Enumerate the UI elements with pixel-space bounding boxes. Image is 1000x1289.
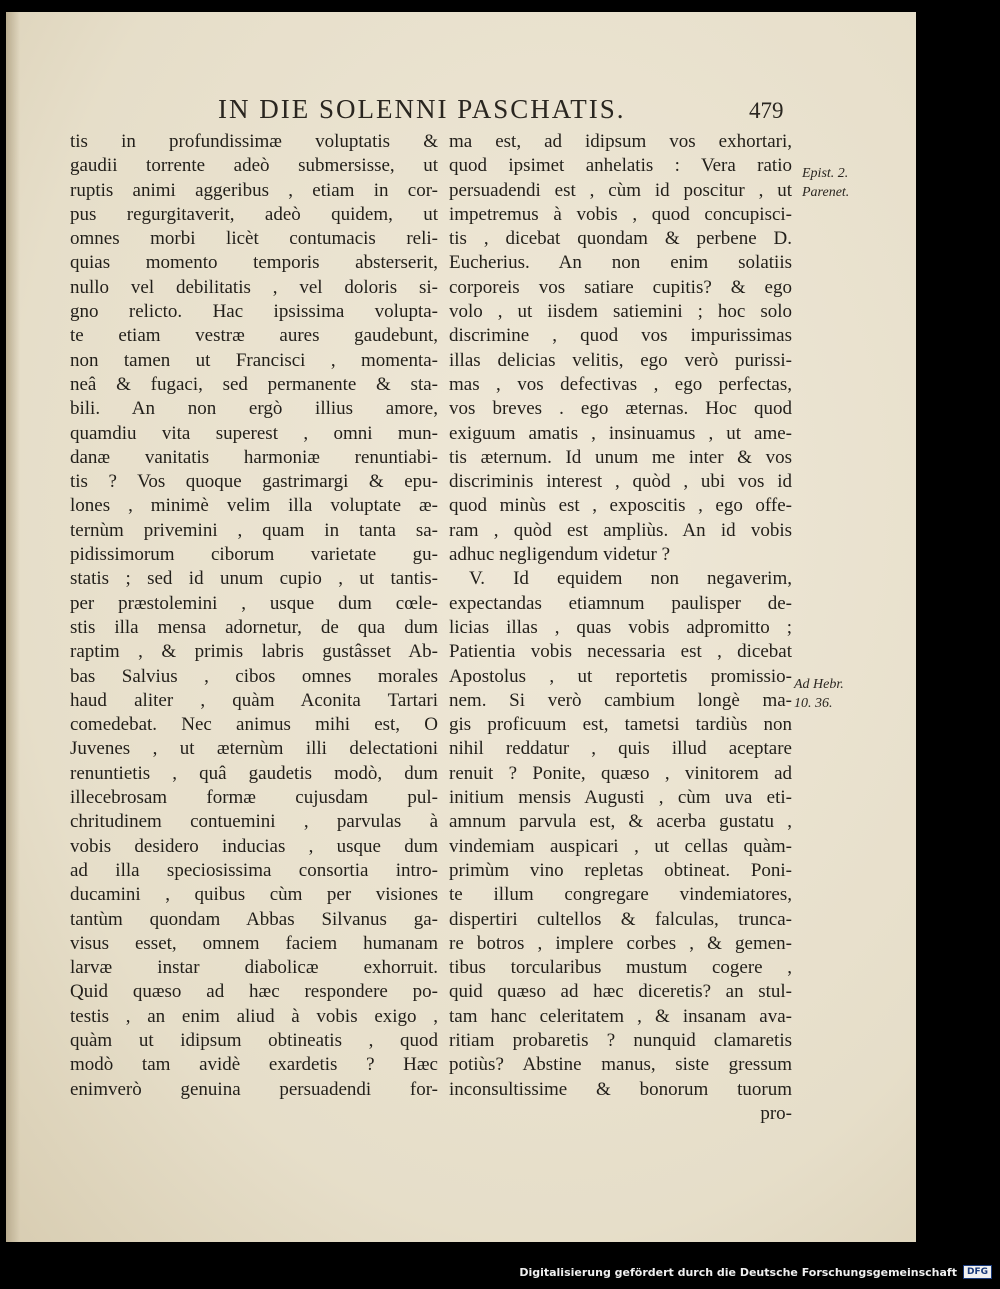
- text-line: quod minùs est , exposcitis , ego offe-: [449, 495, 792, 517]
- text-line: pro-: [760, 1102, 792, 1124]
- text-line: lones , minimè velim illa voluptate æ-: [70, 495, 438, 517]
- footer-credit: Digitalisierung gefördert durch die Deutsche Forschungsgemeinschaft: [519, 1265, 957, 1279]
- text-line: tantùm quondam Abbas Silvanus ga-: [70, 908, 438, 930]
- text-line: renuit ? Ponite, quæso , vinitorem ad: [449, 762, 792, 784]
- text-line: Eucherius. An non enim solatiis: [449, 252, 792, 274]
- text-line: discriminis interest , quòd , ubi vos id: [449, 471, 792, 493]
- text-line: tam hanc celeritatem , & insanam ava-: [449, 1005, 792, 1027]
- text-line: initium mensis Augusti , cùm uva eti-: [449, 787, 792, 809]
- text-line: non tamen ut Francisci , momenta-: [70, 349, 438, 371]
- text-line: Patientia vobis necessaria est , dicebat: [449, 641, 792, 663]
- text-line: tis , dicebat quondam & perbene D.: [449, 228, 792, 250]
- margin-note-epist: [802, 164, 849, 202]
- text-line: exiguum amatis , insinuamus , ut ame-: [449, 422, 792, 444]
- text-line: gno relicto. Hac ipsissima volupta-: [70, 301, 438, 323]
- text-line: persuadendi est , cùm id poscitur , ut: [449, 179, 792, 201]
- text-line: ruptis animi aggeribus , etiam in cor-: [70, 179, 438, 201]
- text-line: amnum parvula est, & acerba gustatu ,: [449, 811, 792, 833]
- text-line: discrimine , quod vos impurissimas: [449, 325, 792, 347]
- right-text-column: [449, 130, 792, 1126]
- text-line: per præstolemini , usque dum cœle-: [70, 592, 438, 614]
- left-text-column: [70, 130, 438, 1102]
- text-line: illecebrosam formæ cujusdam pul-: [70, 787, 438, 809]
- text-line: quamdiu vita superest , omni mun-: [70, 422, 438, 444]
- margin-note-line: Epist. 2.: [802, 166, 849, 181]
- text-line: corporeis vos satiare cupitis? & ego: [449, 276, 792, 298]
- text-line: visus esset, omnem faciem humanam: [70, 932, 438, 954]
- text-line: te etiam vestræ aures gaudebunt,: [70, 325, 438, 347]
- margin-note-line: Parenet.: [802, 185, 850, 200]
- text-line: illas delicias velitis, ego verò purissi-: [449, 349, 792, 371]
- margin-note-hebr: [794, 675, 844, 713]
- text-line: re botros , implere corbes , & gemen-: [449, 932, 792, 954]
- text-line: raptim , & primis labris gustâsset Ab-: [70, 641, 438, 663]
- dfg-logo: DFG: [963, 1265, 992, 1279]
- text-line: vindemiam auspicari , ut cellas quàm-: [449, 835, 792, 857]
- text-line: quias momento temporis absterserit,: [70, 252, 438, 274]
- text-line: chritudinem contuemini , parvulas à: [70, 811, 438, 833]
- page-binding-shadow: [6, 12, 20, 1242]
- text-line: statis ; sed id unum cupio , ut tantis-: [70, 568, 438, 590]
- text-line: ma est, ad idipsum vos exhortari,: [449, 131, 792, 152]
- text-line: nem. Si verò cambium longè ma-: [449, 689, 792, 711]
- text-line: ritiam probaretis ? nunquid clamaretis: [449, 1029, 792, 1051]
- margin-note-line: 10. 36.: [794, 696, 833, 711]
- text-line: larvæ instar diabolicæ exhorruit.: [70, 957, 438, 979]
- text-line: nullo vel debilitatis , vel doloris si-: [70, 276, 438, 298]
- text-line: renuntietis , quâ gaudetis modò, dum: [70, 762, 438, 784]
- text-line: pus regurgitaverit, adeò quidem, ut: [70, 203, 438, 225]
- page-number: 479: [749, 98, 784, 123]
- text-line: ad illa speciosissima consortia intro-: [70, 859, 438, 881]
- text-line: expectandas etiamnum paulisper de-: [449, 592, 792, 614]
- text-line: ducamini , quibus cùm per visiones: [70, 884, 438, 906]
- text-line: quid quæso ad hæc diceretis? an stul-: [449, 981, 792, 1003]
- text-line: mas , vos defectivas , ego perfectas,: [449, 373, 792, 395]
- text-line: vobis desidero inducias , usque dum: [70, 835, 438, 857]
- text-line: bili. An non ergò illius amore,: [70, 398, 438, 420]
- text-line: comedebat. Nec animus mihi est, O: [70, 714, 438, 736]
- text-line: tis ? Vos quoque gastrimargi & epu-: [70, 471, 438, 493]
- margin-note-line: Ad Hebr.: [794, 677, 844, 692]
- text-line: tis in profundissimæ voluptatis &: [70, 131, 438, 152]
- text-line: licias illas , quas vobis adpromitto ;: [449, 616, 792, 638]
- text-line: gis proficuum est, tametsi tardiùs non: [449, 714, 792, 736]
- text-line: V. Id equidem non negaverim,: [469, 568, 792, 590]
- text-line: nihil reddatur , quis illud aceptare: [449, 738, 792, 760]
- text-line: gaudii torrente adeò submersisse, ut: [70, 155, 438, 177]
- text-line: testis , an enim aliud à vobis exigo ,: [70, 1005, 438, 1027]
- text-line: stis illa mensa adornetur, de qua dum: [70, 616, 438, 638]
- text-line: adhuc negligendum videtur ?: [449, 544, 671, 566]
- text-line: tibus torcularibus mustum cogere ,: [449, 957, 792, 979]
- text-line: volo , ut iisdem satiemini ; hoc solo: [449, 301, 792, 323]
- text-line: potiùs? Abstine manus, siste gressum: [449, 1054, 792, 1076]
- text-line: danæ vanitatis harmoniæ renuntiabi-: [70, 446, 438, 468]
- text-line: te illum congregare vindemiatores,: [449, 884, 792, 906]
- text-line: dispertiri cultellos & falculas, trunca-: [449, 908, 792, 930]
- running-head: IN DIE SOLENNI PASCHATIS.: [218, 94, 626, 124]
- text-line: bas Salvius , cibos omnes morales: [70, 665, 438, 687]
- text-line: impetremus à vobis , quod concupisci-: [449, 203, 792, 225]
- text-line: haud aliter , quàm Aconita Tartari: [70, 689, 438, 711]
- text-line: Juvenes , ut æternùm illi delectationi: [70, 738, 438, 760]
- text-line: inconsultissime & bonorum tuorum: [449, 1078, 792, 1100]
- digitization-footer: [519, 1265, 992, 1279]
- text-line: pidissimorum ciborum varietate gu-: [70, 544, 438, 566]
- text-line: ternùm privemini , quam in tanta sa-: [70, 519, 438, 541]
- text-line: primùm vino repletas obtineat. Poni-: [449, 859, 792, 881]
- book-page: [6, 12, 916, 1242]
- text-line: tis æternum. Id unum me inter & vos: [449, 446, 792, 468]
- text-line: quod ipsimet anhelatis : Vera ratio: [449, 155, 792, 177]
- text-line: modò tam avidè exardetis ? Hæc: [70, 1054, 438, 1076]
- text-line: enimverò genuina persuadendi for-: [70, 1078, 438, 1100]
- text-line: Apostolus , ut reportetis promissio-: [449, 665, 792, 687]
- text-line: Quid quæso ad hæc respondere po-: [70, 981, 438, 1003]
- text-line: omnes morbi licèt contumacis reli-: [70, 228, 438, 250]
- text-line: vos breves . ego æternas. Hoc quod: [449, 398, 792, 420]
- text-line: quàm ut idipsum obtineatis , quod: [70, 1029, 438, 1051]
- text-line: ram , quòd est ampliùs. An id vobis: [449, 519, 792, 541]
- text-line: neâ & fugaci, sed permanente & sta-: [70, 373, 438, 395]
